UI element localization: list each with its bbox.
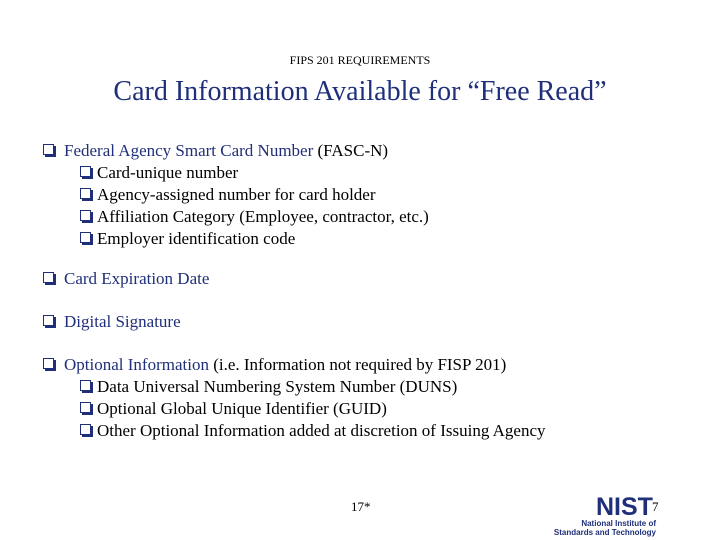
sub-bullet-item [80,420,546,442]
sub-bullet-label: Affiliation Category (Employee, contractor, etc.) [97,207,429,226]
sub-bullet-item [80,376,457,398]
square-bullet-icon [80,380,91,391]
bullet-label-suffix: (FASC-N) [313,141,389,160]
bullet-item [43,268,209,290]
sub-bullet-item [80,206,429,228]
sub-bullet-item [80,162,238,184]
nist-logo [540,493,660,535]
sub-bullet-label: Optional Global Unique Identifier (GUID) [97,399,387,418]
bullet-label: Federal Agency Smart Card Number [64,141,314,160]
bullet-label: Digital Signature [64,312,181,331]
bullet-label: Optional Information [64,355,209,374]
logo-subtitle-line1: National Institute of [581,519,656,528]
bullet-label-suffix: (i.e. Information not required by FISP 201) [208,355,507,374]
sub-bullet-label: Employer identification code [97,229,296,248]
square-bullet-icon [43,144,54,155]
bullet-label: Card Expiration Date [64,269,210,288]
square-bullet-icon [80,402,91,413]
square-bullet-icon [80,232,91,243]
sub-bullet-item [80,398,387,420]
nist-logo-mark [540,493,660,519]
sub-bullet-label: Data Universal Numbering System Number (DUNS) [97,377,458,396]
logo-subtitle-line2: Standards and Technology [553,528,656,537]
square-bullet-icon [43,358,54,369]
sub-bullet-label: Card-unique number [97,163,239,182]
sub-bullet-label: Other Optional Information added at discretion of Issuing Agency [97,421,546,440]
bullet-item [43,354,506,376]
square-bullet-icon [80,188,91,199]
square-bullet-icon [43,272,54,283]
slide-title: Card Information Available for “Free Read” [113,76,607,107]
page-number: 17* [351,499,371,514]
sub-bullet-item [80,228,295,250]
slide-header: FIPS 201 REQUIREMENTS [289,53,431,67]
sub-bullet-label: Agency-assigned number for card holder [97,185,376,204]
square-bullet-icon [80,166,91,177]
sub-bullet-item [80,184,376,206]
bullet-item [43,311,181,333]
bullet-item [43,140,388,162]
page-number-right: 7 [652,499,659,514]
square-bullet-icon [80,424,91,435]
nist-logo-text: NIST [596,493,653,519]
square-bullet-icon [43,315,54,326]
square-bullet-icon [80,210,91,221]
